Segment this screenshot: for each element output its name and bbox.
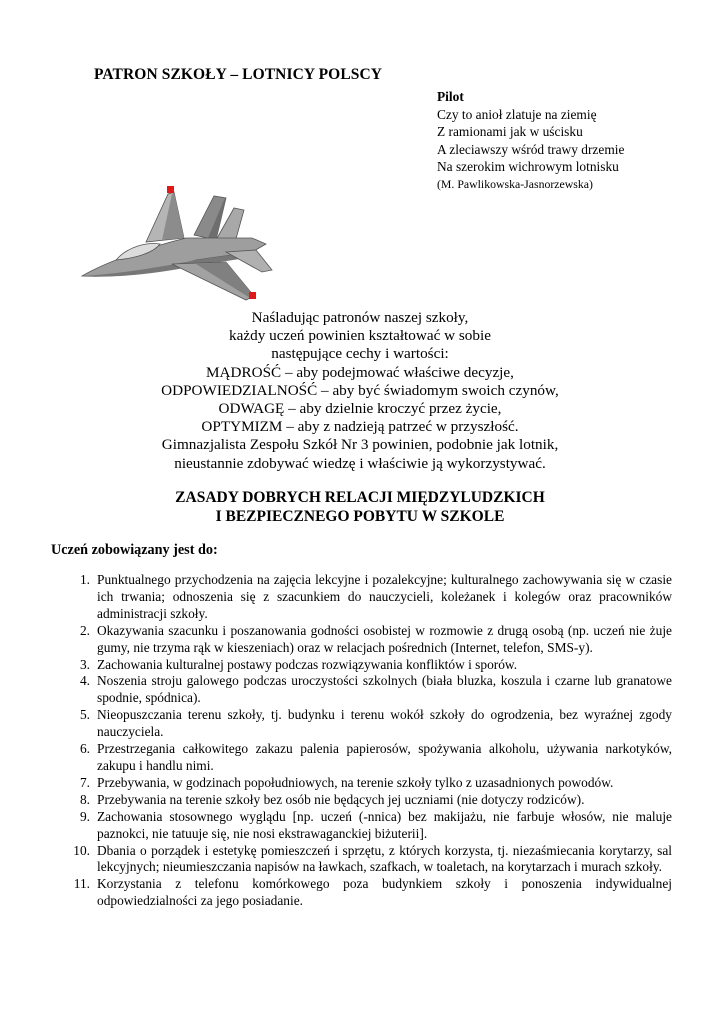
list-item xyxy=(66,623,672,657)
list-item xyxy=(66,792,672,809)
list-item xyxy=(66,843,672,877)
jet-wingtip-marker xyxy=(167,186,174,193)
list-item xyxy=(66,876,672,910)
fighter-jet-icon xyxy=(76,180,276,310)
jet-stabilizer xyxy=(226,250,272,272)
poem-block xyxy=(437,88,624,193)
poem-line: Czy to anioł zlatuje na ziemię xyxy=(437,106,597,122)
list-item-number: 3. xyxy=(79,656,90,672)
list-item-text: Zachowania kulturalnej postawy podczas rozwiązywania konfliktów i sporów. xyxy=(97,656,518,672)
values-line: Gimnazjalista Zespołu Szkół Nr 3 powinien, podobnie jak lotnik, xyxy=(161,436,559,454)
poem-line: A zleciawszy wśród trawy drzemie xyxy=(437,141,625,157)
list-item-number: 8. xyxy=(79,791,90,807)
list-item xyxy=(66,673,672,707)
list-item-text: Przebywania na terenie szkoły bez osób nie będących jej uczniami (nie dotyczy rodziców). xyxy=(97,791,585,807)
list-item xyxy=(66,741,672,775)
values-line: ODPOWIEDZIALNOŚĆ – aby być świadomym swoich czynów, xyxy=(161,381,559,399)
values-line: MĄDROŚĆ – aby podejmować właściwe decyzje, xyxy=(206,363,514,381)
list-item-text: Korzystania z telefonu komórkowego poza budynkiem szkoły i ponoszenia indywidualnej odpowiedzialności za jego posiadanie. xyxy=(97,876,672,909)
list-item xyxy=(66,707,672,741)
list-item-number: 6. xyxy=(79,741,90,757)
section-heading-line: ZASADY DOBRYCH RELACJI MIĘDZYLUDZKICH xyxy=(175,489,545,506)
list-item-number: 11. xyxy=(73,876,90,892)
list-item xyxy=(66,657,672,674)
values-line: nieustannie zdobywać wiedzę i właściwie ją wykorzystywać. xyxy=(174,454,546,472)
list-item-text: Przestrzegania całkowitego zakazu palenia papierosów, spożywania alkoholu, używania narkotyków, zakupu i handlu nimi. xyxy=(97,741,672,773)
list-item-text: Noszenia stroju galowego podczas uroczystości szkolnych (biała bluzka, koszula i czarne lub granatowe spodnie, spódnica). xyxy=(97,673,672,706)
section-heading xyxy=(60,488,660,526)
list-item-number: 5. xyxy=(79,707,90,723)
list-item-text: Przebywania, w godzinach popołudniowych, na terenie szkoły tylko z uzasadnionych powodów. xyxy=(97,774,614,790)
poem-line: Z ramionami jak w uścisku xyxy=(437,124,583,139)
values-line: każdy uczeń powinien kształtować w sobie xyxy=(229,327,491,345)
values-statement xyxy=(80,309,640,473)
list-item-number: 9. xyxy=(79,808,90,824)
values-line: ODWAGĘ – aby dzielnie kroczyć przez życie, xyxy=(218,400,502,418)
list-item-number: 1. xyxy=(79,572,90,587)
page-title: PATRON SZKOŁY – LOTNICY POLSCY xyxy=(94,66,383,83)
list-item-text: Punktualnego przychodzenia na zajęcia lekcyjne i pozalekcyjne; kulturalnego zachowywania się w czasie ich trwania; odnoszenia się z szacunkiem do nauczycieli, koleżanek i kolegów oraz pracowników administracji szkoły. xyxy=(97,572,672,621)
list-item xyxy=(66,775,672,792)
jet-wingtip-marker xyxy=(249,292,256,299)
list-item-number: 4. xyxy=(79,673,90,689)
list-item-text: Dbania o porządek i estetykę pomieszczeń i sprzętu, z których korzysta, tj. niezaśmiecania korytarzy, sal lekcyjnych; nieumieszczania napisów na ławkach, szafkach, w toaletach, na korytarzach i murach szkoły. xyxy=(97,842,672,875)
list-item-number: 10. xyxy=(73,842,90,858)
values-line: następujące cechy i wartości: xyxy=(271,345,449,363)
rules-list xyxy=(66,572,672,910)
list-item-text: Zachowania stosownego wyglądu [np. uczeń (-nnica) bez makijażu, nie farbuje włosów, nie maluje paznokci, nie tatuuje się, nie nosi ekstrawaganckiej biżuterii]. xyxy=(97,808,672,841)
poem-title: Pilot xyxy=(437,89,464,104)
poem-author: (M. Pawlikowska-Jasnorzewska) xyxy=(437,176,593,191)
rules-intro: Uczeń zobowiązany jest do: xyxy=(51,542,218,558)
list-item xyxy=(66,809,672,843)
list-item xyxy=(66,572,672,623)
values-line: OPTYMIZM – aby z nadzieją patrzeć w przyszłość. xyxy=(201,418,519,436)
section-heading-line: I BEZPIECZNEGO POBYTU W SZKOLE xyxy=(215,508,505,525)
poem-line: Na szerokim wichrowym lotnisku xyxy=(437,159,619,174)
list-item-number: 7. xyxy=(79,774,90,790)
values-line: Naśladując patronów naszej szkoły, xyxy=(251,309,469,326)
list-item-text: Okazywania szacunku i poszanowania godności osobistej w rozmowie z drugą osobą (np. uczeń nie żuje gumy, nie trzyma rąk w kieszeniach) oraz w relacjach pośrednich (Internet, telefon, SMS-y). xyxy=(97,622,672,655)
list-item-number: 2. xyxy=(79,622,90,638)
list-item-text: Nieopuszczania terenu szkoły, tj. budynku i terenu wokół szkoły do ogrodzenia, bez wyraźnej zgody nauczyciela. xyxy=(97,707,672,740)
